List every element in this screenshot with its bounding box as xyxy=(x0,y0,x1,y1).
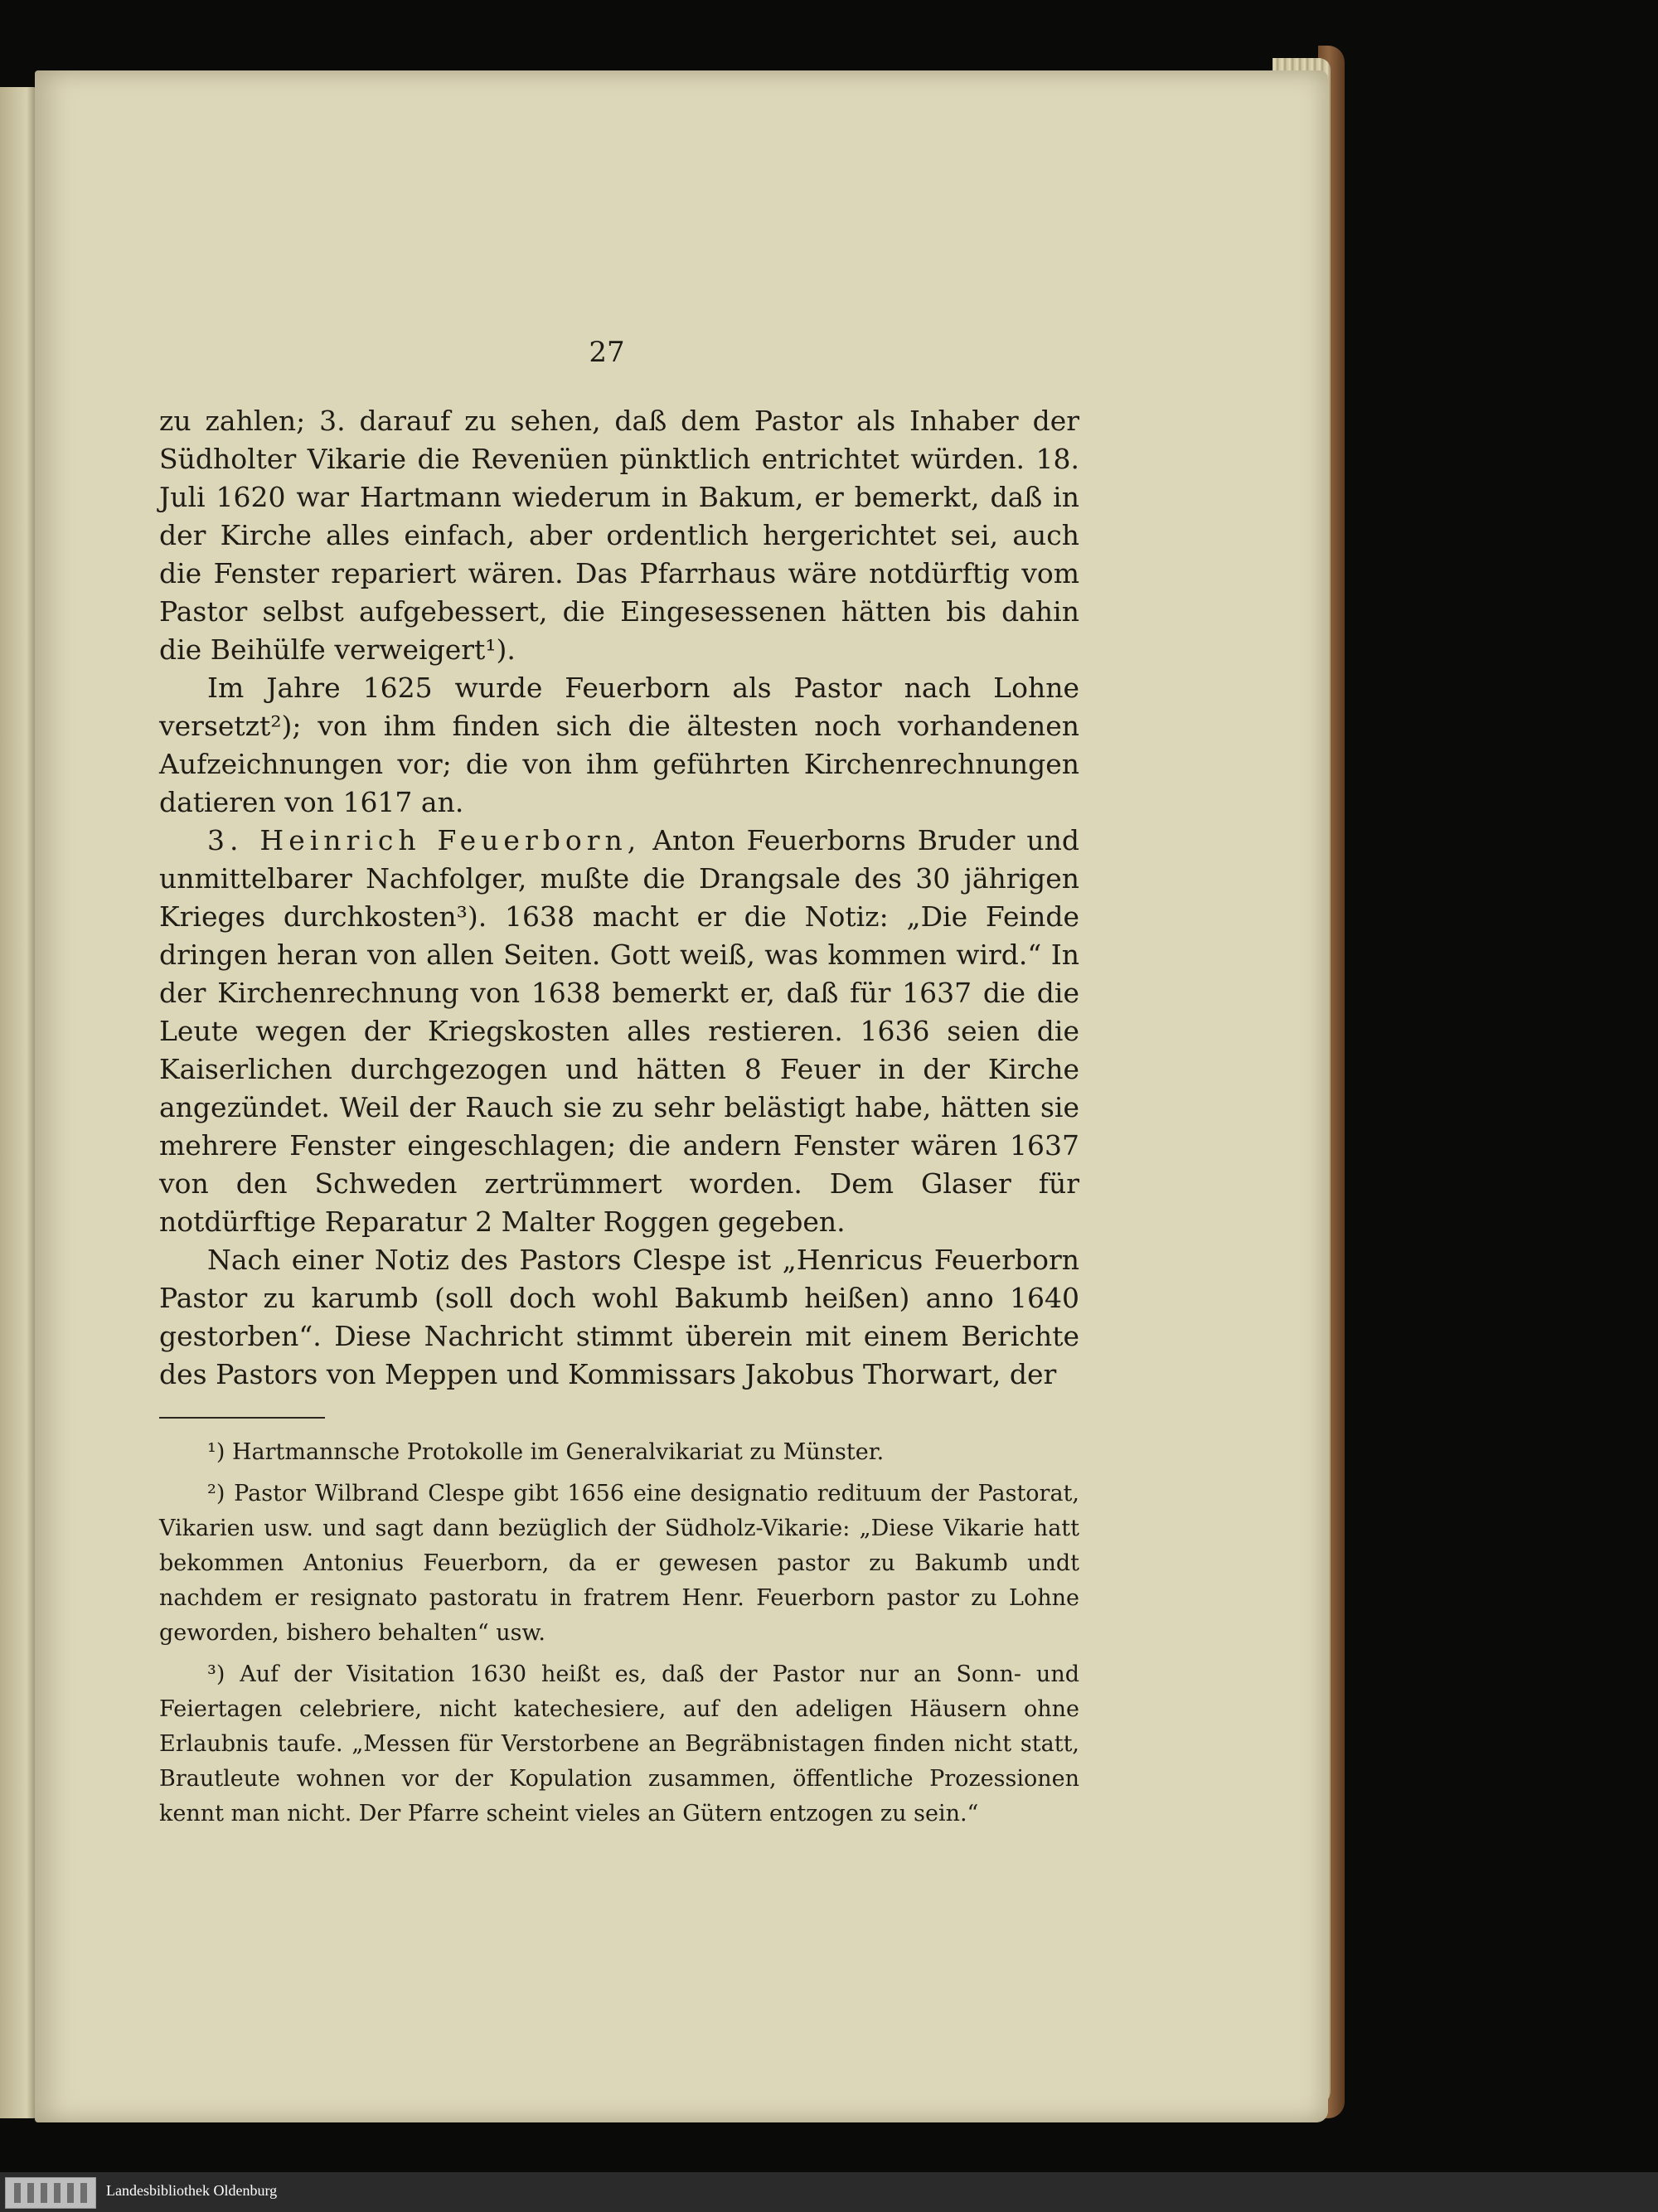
library-logo-icon xyxy=(5,2177,96,2209)
paragraph-3-lead-rest: Anton Feuerborns Bruder und xyxy=(641,824,1079,856)
footnote-divider xyxy=(159,1417,325,1419)
paragraph-3 xyxy=(159,822,1079,1241)
footnote-1: ¹) Hartmannsche Protokolle im Generalvikariat zu Münster. xyxy=(207,1439,885,1465)
paragraph-1: zu zahlen; 3. darauf zu sehen, daß dem Pastor als Inhaber der Südholter Vikarie die Revenüen pünktlich entrichtet würden. 18. Juli 1620 war Hartmann wiederum in Bakum, er bemerkt, daß in der Kirche alles einfach, aber ordentlich hergerichtet sei, auch die Fenster repariert wären. Das Pfarrhaus wäre notdürftig vom Pastor selbst aufgebessert, die Eingesessenen hätten bis dahin die Beihülfe verweigert¹). xyxy=(159,405,1079,666)
paragraph-2: Im Jahre 1625 wurde Feuerborn als Pastor nach Lohne versetzt²); von ihm finden sich die ältesten noch vorhandenen Aufzeichnungen vor; die von ihm geführten Kirchenrechnungen datieren von 1617 an. xyxy=(159,672,1079,818)
page-number: 27 xyxy=(589,336,625,369)
book-page xyxy=(35,70,1328,2122)
section-heading-heinrich-feuerborn: 3. Heinrich Feuerborn, xyxy=(207,824,642,856)
paragraph-3-body: unmittelbarer Nachfolger, mußte die Drangsale des 30 jährigen Krieges durchkosten³). 1638 macht er die Notiz: „Die Feinde dringen heran von allen Seiten. Gott weiß, was kommen wird.“ In der Kirchenrechnung von 1638 bemerkt er, daß für 1637 die die Leute wegen der Kriegskosten alles restieren. 1636 seien die Kaiserlichen durchgezogen und hätten 8 Feuer in der Kirche angezündet. Weil der Rauch sie zu sehr belästigt habe, hätten sie mehrere Fenster eingeschlagen; die andern Fenster wären 1637 von den Schweden zertrümmert worden. Dem Glaser für notdürftige Reparatur 2 Malter Roggen gegeben. xyxy=(159,862,1079,1238)
footnote-3: ³) Auf der Visitation 1630 heißt es, daß der Pastor nur an Sonn- und Feiertagen celebriere, nicht katechesiere, auf den adeligen Häusern ohne Erlaubnis taufe. „Messen für Verstorbene an Begräbnistagen finden nicht statt, Brautleute wohnen vor der Kopulation zusammen, öffentliche Prozessionen kennt man nicht. Der Pfarre scheint vieles an Gütern entzogen zu sein.“ xyxy=(159,1661,1079,1826)
footnote-2: ²) Pastor Wilbrand Clespe gibt 1656 eine designatio redituum der Pastorat, Vikarien usw. und sagt dann bezüglich der Südholz-Vikarie: „Diese Vikarie hatt bekommen Antonius Feuerborn, da er gewesen pastor zu Bakumb undt nachdem er resignato pastoratu in fratrem Henr. Feuerborn pastor zu Lohne geworden, bishero behalten“ usw. xyxy=(159,1481,1079,1646)
paragraph-4: Nach einer Notiz des Pastors Clespe ist „Henricus Feuerborn Pastor zu karumb (soll doch wohl Bakumb heißen) anno 1640 gestorben“. Diese Nachricht stimmt überein mit einem Berichte des Pastors von Meppen und Kommissars Jakobus Thorwart, der xyxy=(159,1244,1079,1390)
library-name: Landesbibliothek Oldenburg xyxy=(106,2182,278,2199)
footer-bar xyxy=(0,2172,1658,2212)
main-text xyxy=(159,402,1079,1838)
left-page-edge xyxy=(0,87,38,2118)
